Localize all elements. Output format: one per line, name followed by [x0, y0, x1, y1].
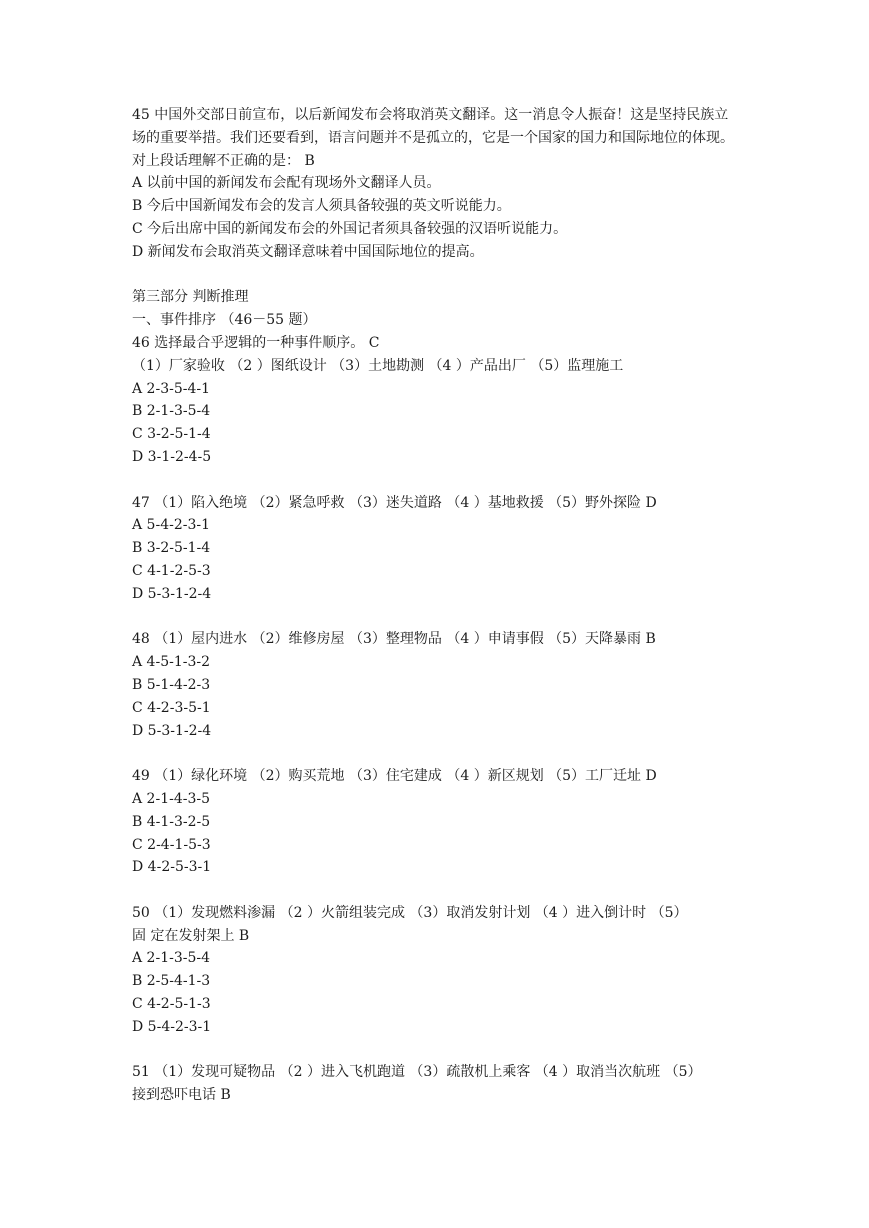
question-51-stem-line1: 51 （1）发现可疑物品 （2 ）进入飞机跑道 （3）疏散机上乘客 （4 ）取消当次航班 （5）	[132, 1064, 702, 1081]
question-50-stem-line1: 50 （1）发现燃料渗漏 （2 ）火箭组装完成 （3）取消发射计划 （4 ）进入倒计时 （5）	[132, 904, 688, 921]
q45-option-b: B 今后中国新闻发布会的发言人须具备较强的英文听说能力。	[132, 198, 511, 215]
question-45-stem: 45 中国外交部日前宣布，以后新闻发布会将取消英文翻译。这一消息令人振奋！这是坚持民族立场的重要举措。我们还要看到，语言问题并不是孤立的，它是一个国家的国力和国际地位的体现。对上段话理解不正确的是： B	[132, 107, 734, 169]
spacer	[132, 264, 742, 287]
spacer	[132, 469, 742, 492]
q45-option-c: C 今后出席中国的新闻发布会的外国记者须具备较强的汉语听说能力。	[132, 220, 568, 237]
q45-option-d: D 新闻发布会取消英文翻译意味着中国国际地位的提高。	[132, 243, 484, 260]
q49-option-b: B 4-1-3-2-5	[132, 813, 211, 830]
question-49-stem: 49 （1）绿化环境 （2）购买荒地 （3）住宅建成 （4 ）新区规划 （5）工厂迁址 D	[132, 768, 657, 785]
q46-option-a: A 2-3-5-4-1	[132, 380, 211, 397]
q50-option-c: C 4-2-5-1-3	[132, 996, 211, 1013]
q47-option-c: C 4-1-2-5-3	[132, 562, 211, 579]
q48-option-d: D 5-3-1-2-4	[132, 722, 212, 739]
subsection-heading: 一、事件排序 （46－55 题）	[132, 312, 317, 329]
q47-option-a: A 5-4-2-3-1	[132, 517, 211, 534]
spacer	[132, 1039, 742, 1062]
q47-option-d: D 5-3-1-2-4	[132, 585, 212, 602]
q46-option-c: C 3-2-5-1-4	[132, 426, 211, 443]
q50-option-a: A 2-1-3-5-4	[132, 950, 211, 967]
q46-option-b: B 2-1-3-5-4	[132, 403, 211, 420]
question-47-stem: 47 （1）陷入绝境 （2）紧急呼救 （3）迷失道路 （4 ）基地救援 （5）野外探险 D	[132, 494, 657, 511]
q47-option-b: B 3-2-5-1-4	[132, 540, 211, 557]
q49-option-d: D 4-2-5-3-1	[132, 859, 212, 876]
q45-option-a: A 以前中国的新闻发布会配有现场外文翻译人员。	[132, 175, 441, 192]
document-page	[132, 104, 742, 1107]
spacer	[132, 606, 742, 629]
section-heading: 第三部分 判断推理	[132, 289, 249, 306]
question-51-stem-line2: 接到恐吓电话 B	[132, 1087, 231, 1104]
question-46-stem: 46 选择最合乎逻辑的一种事件顺序。 C	[132, 334, 380, 351]
question-48-stem: 48 （1）屋内进水 （2）维修房屋 （3）整理物品 （4 ）申请事假 （5）天降暴雨 B	[132, 631, 656, 648]
q48-option-b: B 5-1-4-2-3	[132, 676, 211, 693]
spacer	[132, 879, 742, 902]
question-46-events: （1）厂家验收 （2 ）图纸设计 （3）土地勘测 （4 ）产品出厂 （5）监理施工	[132, 357, 624, 374]
q49-option-c: C 2-4-1-5-3	[132, 836, 211, 853]
q48-option-a: A 4-5-1-3-2	[132, 654, 211, 671]
question-50-stem-line2: 固 定在发射架上 B	[132, 927, 250, 944]
spacer	[132, 742, 742, 765]
q46-option-d: D 3-1-2-4-5	[132, 448, 212, 465]
q50-option-d: D 5-4-2-3-1	[132, 1018, 212, 1035]
q49-option-a: A 2-1-4-3-5	[132, 790, 211, 807]
q48-option-c: C 4-2-3-5-1	[132, 699, 211, 716]
q50-option-b: B 2-5-4-1-3	[132, 973, 211, 990]
